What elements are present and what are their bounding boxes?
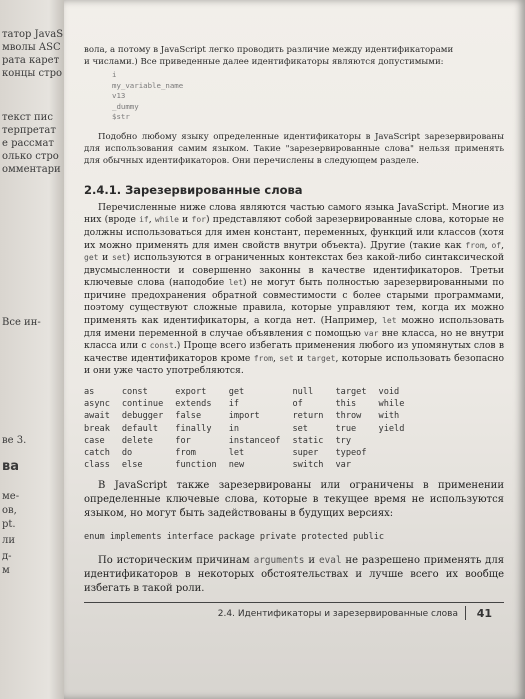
facing-fragment: Все ин- xyxy=(2,317,41,328)
keyword-cell: else xyxy=(121,460,143,471)
section-heading: 2.4.1. Зарезервированные слова xyxy=(84,182,303,197)
keyword-cell: of xyxy=(292,399,303,410)
keyword-cell xyxy=(379,459,417,471)
keyword-cell: from xyxy=(175,448,196,459)
keyword-cell: delete xyxy=(121,435,153,446)
running-head: 2.4. Идентификаторы и зарезервированные слова xyxy=(217,609,458,619)
keyword-row xyxy=(84,410,416,422)
keyword-cell: async xyxy=(84,399,110,410)
keyword-cell: yield xyxy=(378,423,405,434)
future-reserved-words: enum implements interface package private protected public xyxy=(84,532,385,543)
keyword-cell: true xyxy=(335,423,357,434)
keyword-cell: while xyxy=(378,399,405,410)
intro-line: и числами.) Все приведенные далее идентификаторы являются допустимыми: xyxy=(84,57,444,68)
facing-page-edge xyxy=(0,0,70,699)
facing-fragment: мволы ASC xyxy=(2,42,61,53)
facing-fragment: д- xyxy=(2,551,12,562)
keyword-cell: var xyxy=(335,460,352,471)
book-page xyxy=(64,0,525,699)
facing-fragment: ов, xyxy=(2,505,17,516)
intro-text xyxy=(84,44,504,68)
facing-fragment: омментари xyxy=(2,164,61,175)
keyword-cell: catch xyxy=(84,448,110,459)
facing-fragment: олько стро xyxy=(2,151,59,162)
page-number: 41 xyxy=(476,607,492,620)
keyword-cell: with xyxy=(378,411,400,422)
keyword-cell: target xyxy=(335,387,367,398)
keyword-cell: import xyxy=(228,411,260,422)
keyword-cell: if xyxy=(228,399,240,410)
code-line: $str xyxy=(112,112,130,122)
page-content xyxy=(84,44,504,596)
keyword-row xyxy=(84,398,416,410)
facing-fragment: м xyxy=(2,565,10,576)
keyword-cell: false xyxy=(175,411,202,422)
code-line: i xyxy=(112,70,117,80)
paragraph-reserved-words: Перечисленные ниже слова являются частью самого языка JavaScript. Многие из них (вроде if, while и for) представляют собой зарезервированные слова, которые не должны использоваться для имен констант, переменных, функций или классов (хотя их можно применять для имен свойств внутри объекта). Другие (такие как from, of, get и set) используются в ограниченных контекстах без какой-либо синтаксической двусмысленности и совершенно законны в качестве идентификаторов. Третьи ключевые слова (наподобие let) не могут быть полностью зарезервированными по причине предохранения обратной совместимости с более старыми программами, поэтому существуют сложные правила, которые управляют тем, когда их можно применять как идентификаторы, а когда нет. (Например, let можно использовать для имени переменной в случае объявления с помощью var вне класса, но не внутри класса или с const.) Проще всего избегать применения любого из упомянутых слов в качестве идентификаторов кроме from, set и target, которые использовать безопасно и они уже часто употребляются. xyxy=(84,201,505,377)
reserved-words-table xyxy=(84,386,416,471)
code-line: my_variable_name xyxy=(112,80,184,90)
keyword-cell: finally xyxy=(175,423,212,434)
facing-fragment: терпретат xyxy=(2,125,56,136)
keyword-cell: static xyxy=(292,435,324,446)
facing-fragment: ме- xyxy=(2,491,20,502)
keyword-cell: super xyxy=(292,448,319,459)
facing-fragment: ли xyxy=(2,535,16,546)
facing-fragment: ва xyxy=(2,459,19,474)
keyword-cell: for xyxy=(175,435,191,446)
keyword-cell: class xyxy=(84,460,110,471)
keyword-cell: debugger xyxy=(121,411,164,422)
keyword-cell: do xyxy=(121,448,133,459)
keyword-cell: const xyxy=(121,387,148,398)
keyword-row xyxy=(84,423,416,435)
paragraph-arguments-eval: По историческим причинам arguments и eval не разрешено применять для идентификаторов в некоторых обстоятельствах и лучше всего их вообще избегать в такой роли. xyxy=(84,554,504,594)
keyword-cell: set xyxy=(292,423,308,434)
keyword-cell xyxy=(379,447,417,459)
keyword-cell: default xyxy=(121,423,159,434)
reserved-note: Подобно любому языку определенные идентификаторы в JavaScript зарезервированы для использования самим языком. Такие "зарезервированные слова" нельзя применять для обычных идентификаторов. Они перечислены в следующем разделе. xyxy=(84,131,504,167)
keyword-cell: case xyxy=(84,435,105,446)
facing-fragment: татор JavaS xyxy=(2,29,64,40)
keyword-cell xyxy=(379,435,417,447)
facing-fragment: текст пис xyxy=(2,112,53,123)
keyword-cell: function xyxy=(175,460,217,471)
keyword-cell: typeof xyxy=(335,448,367,459)
keyword-cell: extends xyxy=(175,399,212,410)
keyword-cell: break xyxy=(84,423,110,434)
keyword-cell: in xyxy=(228,423,240,434)
identifier-examples xyxy=(112,70,504,123)
keyword-cell: new xyxy=(228,460,245,471)
keyword-cell: this xyxy=(335,399,357,410)
keyword-cell: continue xyxy=(121,399,164,410)
keyword-cell: try xyxy=(335,435,352,446)
keyword-cell: return xyxy=(292,411,324,422)
facing-fragment: рата карет xyxy=(2,55,60,66)
keyword-cell: void xyxy=(378,387,400,398)
intro-line: вола, а потому в JavaScript легко проводить различие между идентификаторами xyxy=(84,45,454,55)
facing-fragment: pt. xyxy=(2,519,16,530)
keyword-cell: get xyxy=(228,387,245,398)
keyword-cell: export xyxy=(175,387,207,398)
keyword-cell: instanceof xyxy=(228,435,281,446)
paragraph-future-reserved: В JavaScript также зарезервированы или ограничены в применении определенные ключевые слова, которые в текущее время не используются языком, но могут быть задействованы в будущих версиях: xyxy=(84,480,504,520)
facing-fragment: е рассмат xyxy=(2,138,54,149)
footer-separator xyxy=(465,606,466,620)
keyword-row xyxy=(84,386,416,398)
page-footer xyxy=(84,602,504,620)
keyword-row xyxy=(84,435,416,447)
keyword-cell: await xyxy=(84,411,110,422)
keyword-cell: throw xyxy=(335,411,362,422)
facing-fragment: концы стро xyxy=(2,68,63,79)
code-line: v13 xyxy=(112,91,126,101)
keyword-cell: null xyxy=(292,387,314,398)
keyword-cell: as xyxy=(84,387,95,398)
facing-fragment: ве 3. xyxy=(2,435,27,446)
code-line: _dummy xyxy=(112,101,139,111)
keyword-row xyxy=(84,459,416,471)
keyword-row xyxy=(84,447,416,459)
keyword-cell: let xyxy=(228,448,245,459)
keyword-cell: switch xyxy=(292,460,324,471)
